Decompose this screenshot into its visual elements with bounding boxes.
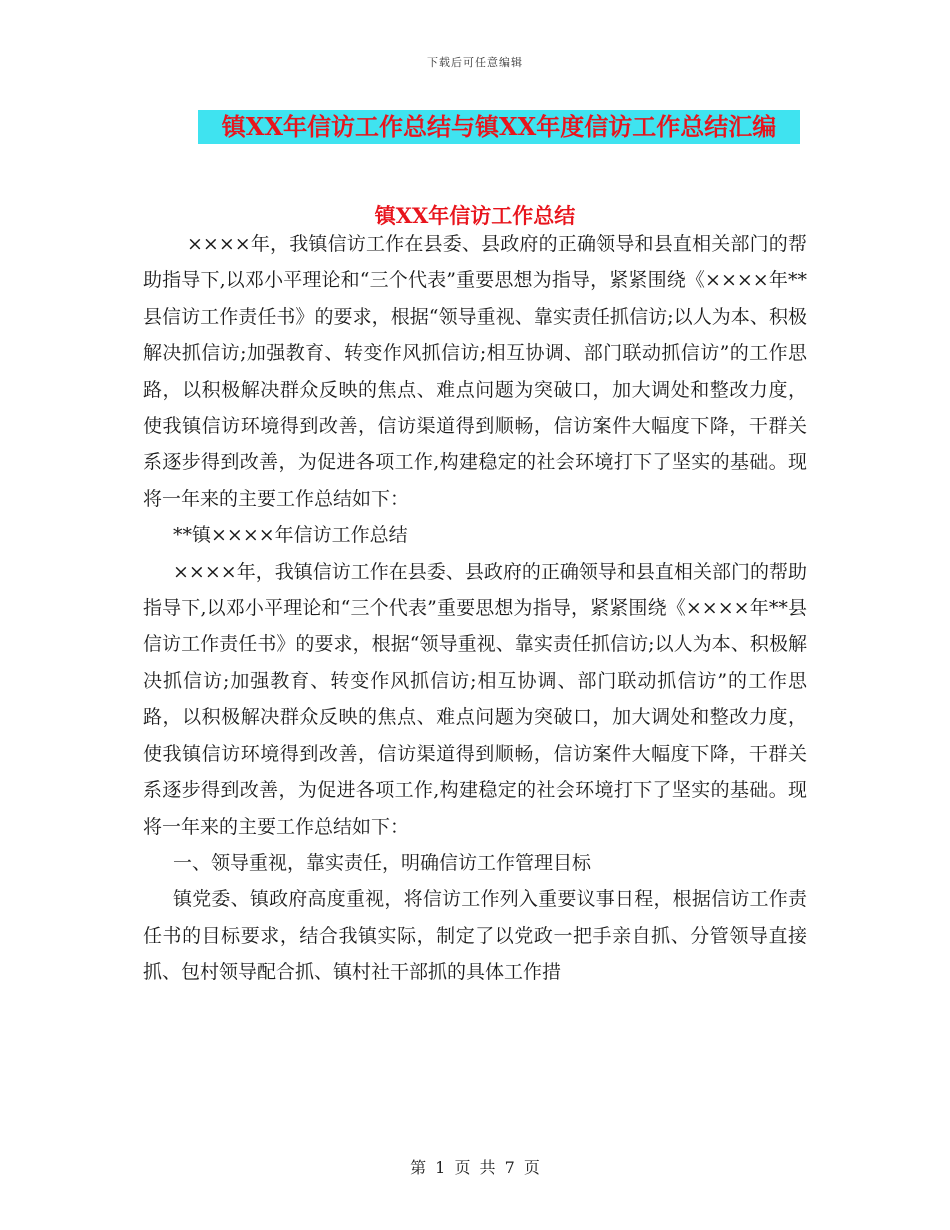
- section-heading-one: 一、领导重视，靠实责任，明确信访工作管理目标: [173, 851, 592, 874]
- paragraph-intro-repeat: ××××年，我镇信访工作在县委、县政府的正确领导和县直相关部门的帮助指导下,以邓小平理论和“三个代表”重要思想为指导，紧紧围绕《××××年**县信访工作责任书》的要求，根据“领导重视、靠实责任抓信访;以人为本、积极解决抓信访;加强教育、转变作风抓信访;相互协调、部门联动抓信访”的工作思路，以积极解决群众反映的焦点、难点问题为突破口，加大调处和整改力度，使我镇信访环境得到改善，信访渠道得到顺畅，信访案件大幅度下降，干群关系逐步得到改善，为促进各项工作,构建稳定的社会环境打下了坚实的基础。现将一年来的主要工作总结如下：: [143, 560, 807, 838]
- section-title: 镇XX年信访工作总结: [374, 203, 576, 228]
- document-title: 镇XX年信访工作总结与镇XX年度信访工作总结汇编: [198, 110, 800, 144]
- paragraph-section-one: 镇党委、镇政府高度重视，将信访工作列入重要议事日程，根据信访工作责任书的目标要求，结合我镇实际，制定了以党政一把手亲自抓、分管领导直接抓、包村领导配合抓、镇村社干部抓的具体工作措: [143, 888, 807, 984]
- page-number: 第 1 页 共 7 页: [410, 1158, 540, 1177]
- paragraph-heading: **镇××××年信访工作总结: [173, 524, 408, 547]
- document-body: [143, 226, 807, 991]
- paragraph-intro: ××××年，我镇信访工作在县委、县政府的正确领导和县直相关部门的帮助指导下,以邓小平理论和“三个代表”重要思想为指导，紧紧围绕《××××年**县信访工作责任书》的要求，根据“领导重视、靠实责任抓信访;以人为本、积极解决抓信访;加强教育、转变作风抓信访;相互协调、部门联动抓信访”的工作思路，以积极解决群众反映的焦点、难点问题为突破口，加大调处和整改力度，使我镇信访环境得到改善，信访渠道得到顺畅，信访案件大幅度下降，干群关系逐步得到改善，为促进各项工作,构建稳定的社会环境打下了坚实的基础。现将一年来的主要工作总结如下：: [143, 233, 807, 510]
- header-note: 下载后可任意编辑: [427, 56, 523, 69]
